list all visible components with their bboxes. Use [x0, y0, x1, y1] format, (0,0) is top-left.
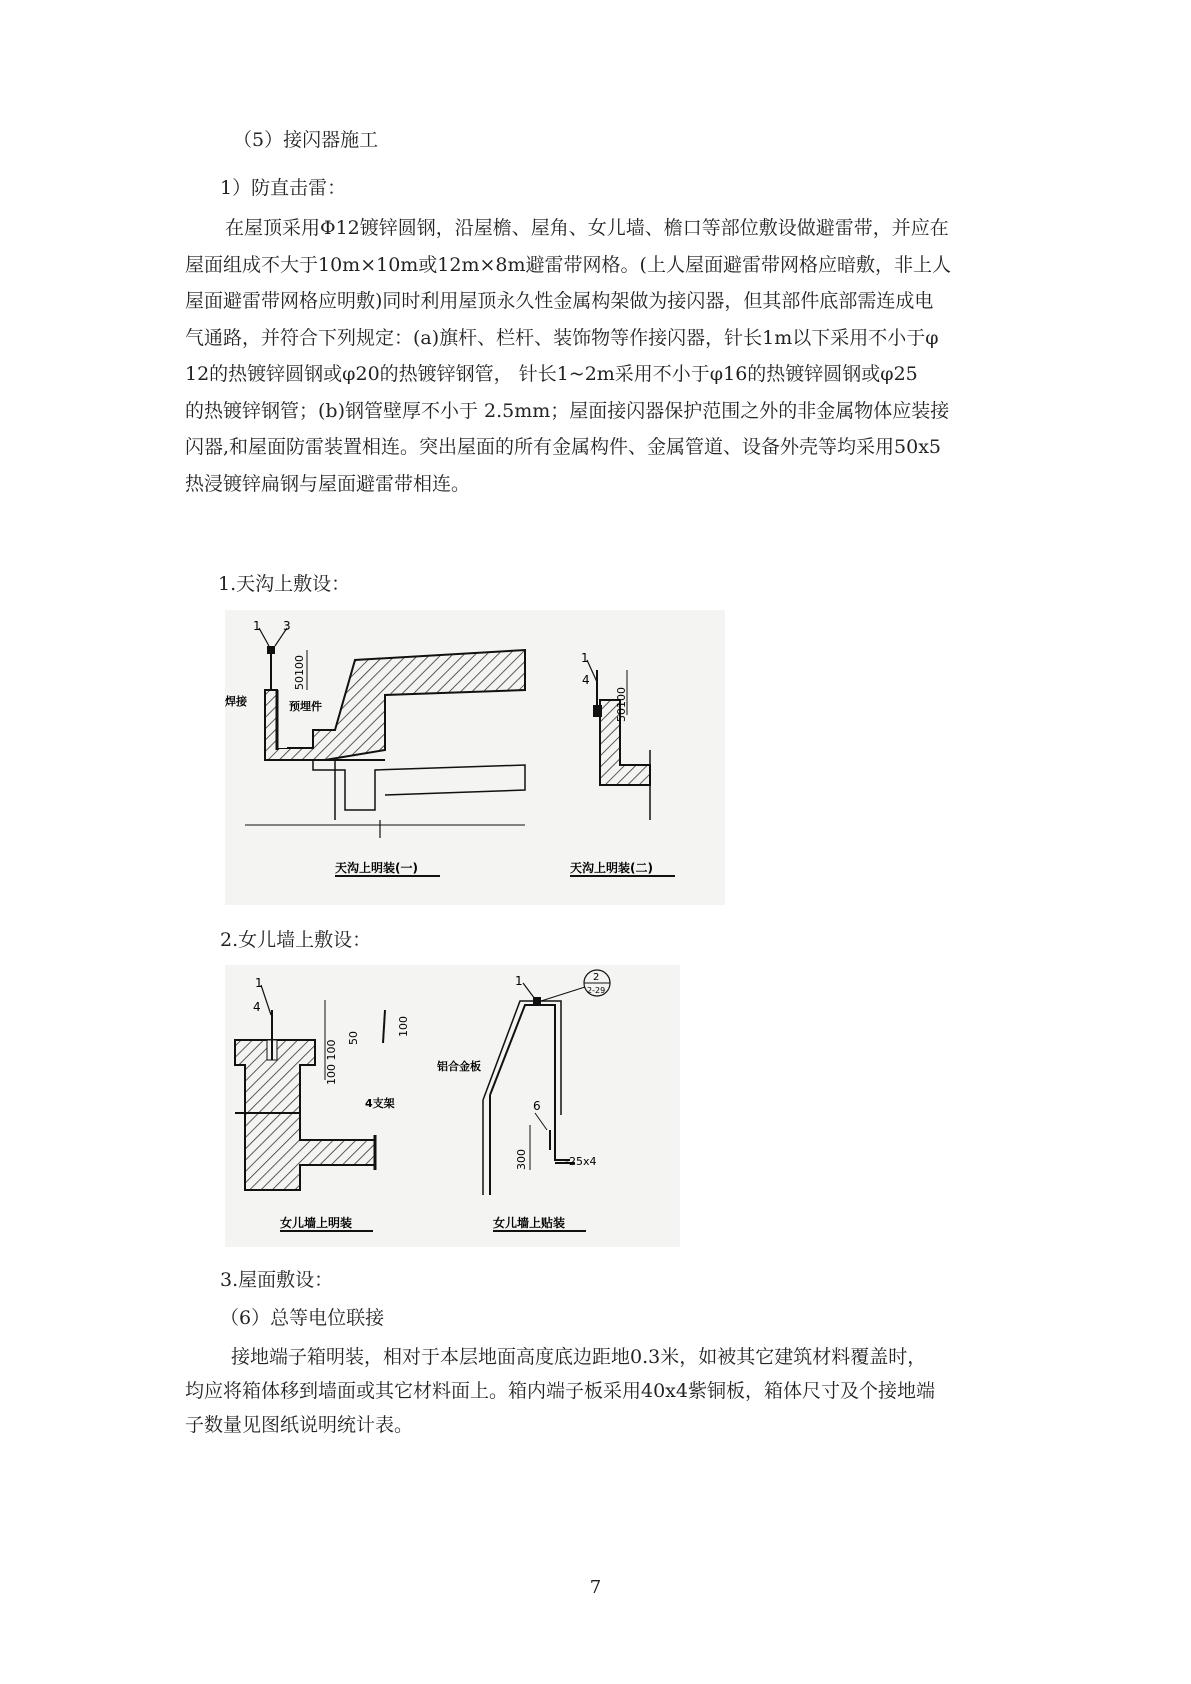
label-panel: 铝合金板	[437, 1060, 481, 1073]
dimension-b: 50	[347, 1031, 360, 1045]
section-5-heading: （5）接闪器施工	[233, 129, 379, 151]
callout-1: 1	[515, 974, 523, 988]
para2-line: 子数量见图纸说明统计表。	[185, 1414, 414, 1436]
callout-3: 3	[283, 619, 291, 633]
caption-parapet-1: 女儿墙上明装	[280, 1216, 353, 1230]
para1-line: 屋面避雷带网格应明敷)同时利用屋顶永久性金属构架做为接闪器，但其部件底部需连成电	[185, 290, 934, 312]
parapet-diagram	[225, 965, 680, 1247]
caption-parapet-2: 女儿墙上贴装	[493, 1216, 566, 1230]
callout-4: 4	[253, 1000, 261, 1014]
para1-line: 闪器,和屋面防雷装置相连。突出屋面的所有金属构件、金属管道、设备外壳等均采用50x5	[185, 436, 942, 458]
label-embed: 预埋件	[289, 700, 322, 713]
para1-line: 屋面组成不大于10m×10m或12m×8m避雷带网格。(上人屋面避雷带网格应暗敷，非上人	[185, 253, 951, 276]
para1-line: 12的热镀锌圆钢或φ20的热镀锌钢管， 针长1~2m采用不小于φ16的热镀锌圆钢或φ25	[185, 363, 918, 385]
para1-line: 气通路，并符合下列规定：(a)旗杆、栏杆、装饰物等作接闪器，针长1m以下采用不小于φ	[185, 326, 939, 349]
label-weld: 焊接	[225, 695, 247, 708]
para1-line: 在屋顶采用Φ12镀锌圆钢，沿屋檐、屋角、女儿墙、檐口等部位敷设做避雷带，并应在	[225, 217, 949, 239]
dimension-d: 300	[515, 1149, 528, 1170]
dimension-left: 50100	[293, 655, 306, 690]
detail-callout-bottom: 2-29	[587, 986, 606, 995]
label-bracket: 4支架	[365, 1097, 395, 1110]
detail-callout-top: 2	[593, 972, 600, 983]
callout-4: 4	[582, 673, 590, 687]
item-3-heading: 3.屋面敷设：	[220, 1269, 334, 1291]
paragraph-lightning-rod	[185, 210, 1010, 502]
para2-line: 均应将箱体移到墙面或其它材料面上。箱内端子板采用40x4紫铜板，箱体尺寸及个接地端	[185, 1380, 935, 1402]
item-1-heading: 1.天沟上敷设：	[218, 573, 351, 595]
callout-1: 1	[253, 619, 261, 633]
page-number: 7	[589, 1577, 602, 1598]
caption-gutter-1: 天沟上明装(一)	[335, 861, 418, 875]
callout-1: 1	[255, 976, 263, 990]
para2-line: 接地端子箱明装，相对于本层地面高度底边距地0.3米，如被其它建筑材料覆盖时，	[231, 1346, 927, 1368]
callout-1: 1	[581, 651, 589, 665]
dimension-right: 50100	[615, 687, 628, 722]
dimension-a: 100 100	[325, 1039, 338, 1085]
item-2-heading: 2.女儿墙上敷设：	[220, 929, 372, 951]
callout-6: 6	[533, 1099, 541, 1113]
label-flat-bar: -25x4	[565, 1155, 597, 1168]
figure-gutter-install	[225, 610, 725, 905]
paragraph-equipotential	[185, 1340, 1010, 1442]
caption-gutter-2: 天沟上明装(二)	[570, 861, 653, 875]
figure-parapet-install	[225, 965, 680, 1247]
section-6-heading: （6）总等电位联接	[220, 1307, 385, 1329]
para1-line: 的热镀锌钢管；(b)钢管壁厚不小于 2.5mm；屋面接闪器保护范围之外的非金属物体应装接	[185, 399, 950, 422]
dimension-c: 100	[397, 1016, 410, 1037]
para1-line: 热浸镀锌扁钢与屋面避雷带相连。	[185, 472, 471, 495]
subsection-1-heading: 1）防直击雷：	[220, 177, 347, 199]
gutter-diagram	[225, 610, 725, 905]
